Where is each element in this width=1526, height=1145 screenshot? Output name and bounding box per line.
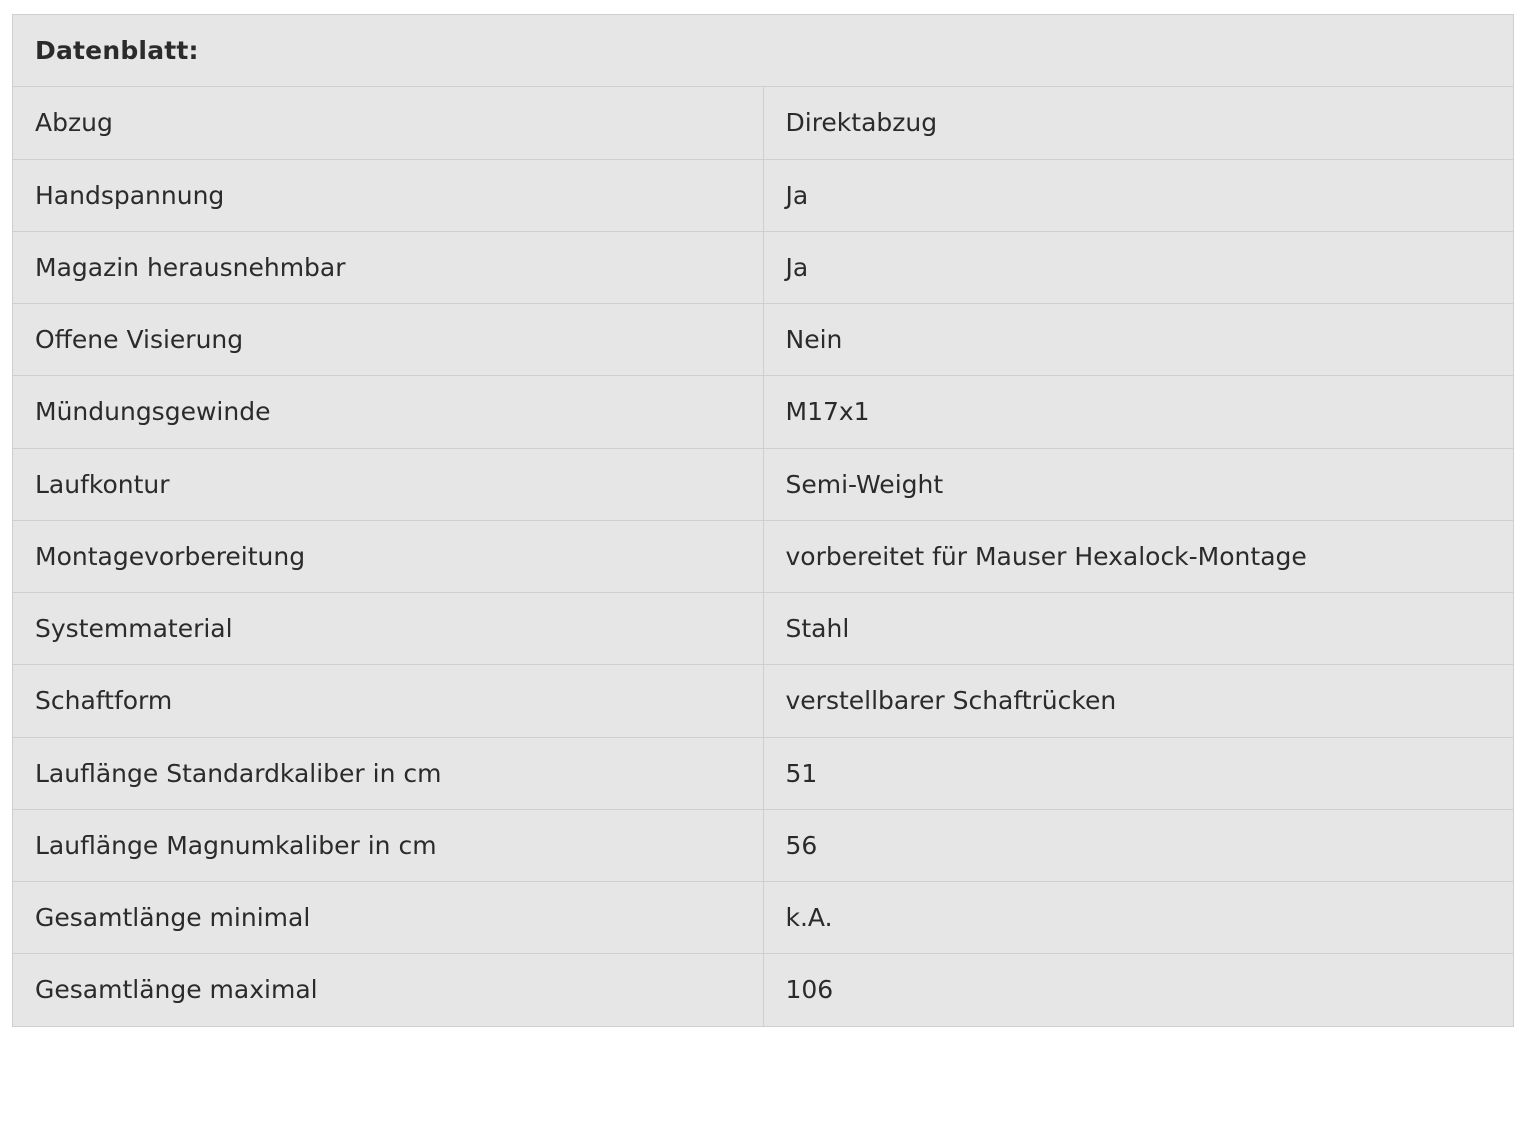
spec-value: Semi-Weight <box>763 448 1514 520</box>
table-row <box>13 304 1514 376</box>
spec-label: Montagevorbereitung <box>13 520 764 592</box>
spec-value: 106 <box>763 954 1514 1026</box>
spec-value: 51 <box>763 737 1514 809</box>
spec-label: Lauflänge Standardkaliber in cm <box>13 737 764 809</box>
spec-label: Laufkontur <box>13 448 764 520</box>
spec-label: Mündungsgewinde <box>13 376 764 448</box>
datasheet-caption: Datenblatt: <box>13 15 1514 87</box>
table-row <box>13 376 1514 448</box>
spec-value: M17x1 <box>763 376 1514 448</box>
spec-value: Stahl <box>763 593 1514 665</box>
spec-label: Offene Visierung <box>13 304 764 376</box>
table-row <box>13 737 1514 809</box>
table-row <box>13 665 1514 737</box>
table-row <box>13 520 1514 592</box>
spec-value: k.A. <box>763 882 1514 954</box>
spec-value: 56 <box>763 809 1514 881</box>
spec-value: verstellbarer Schaftrücken <box>763 665 1514 737</box>
spec-label: Systemmaterial <box>13 593 764 665</box>
table-row <box>13 954 1514 1026</box>
spec-label: Gesamtlänge minimal <box>13 882 764 954</box>
table-row <box>13 809 1514 881</box>
datasheet-table <box>12 14 1514 1027</box>
table-row <box>13 593 1514 665</box>
spec-label: Lauflänge Magnumkaliber in cm <box>13 809 764 881</box>
datasheet-table-body <box>13 15 1514 1027</box>
spec-value: vorbereitet für Mauser Hexalock-Montage <box>763 520 1514 592</box>
spec-label: Schaftform <box>13 665 764 737</box>
spec-value: Ja <box>763 159 1514 231</box>
table-row <box>13 87 1514 159</box>
spec-value: Ja <box>763 231 1514 303</box>
datasheet-caption-row <box>13 15 1514 87</box>
spec-label: Handspannung <box>13 159 764 231</box>
table-row <box>13 882 1514 954</box>
table-row <box>13 448 1514 520</box>
spec-label: Gesamtlänge maximal <box>13 954 764 1026</box>
spec-label: Abzug <box>13 87 764 159</box>
spec-label: Magazin herausnehmbar <box>13 231 764 303</box>
table-row <box>13 231 1514 303</box>
table-row <box>13 159 1514 231</box>
spec-value: Direktabzug <box>763 87 1514 159</box>
spec-value: Nein <box>763 304 1514 376</box>
